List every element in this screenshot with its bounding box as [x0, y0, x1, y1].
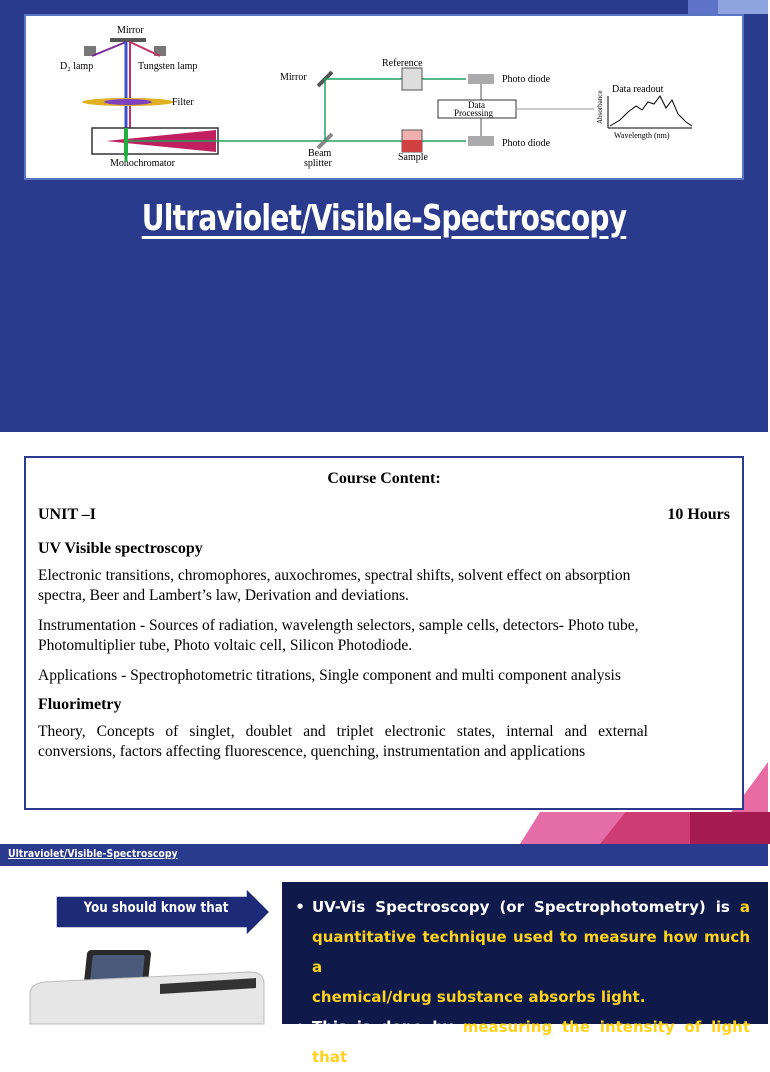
paragraph-instrumentation: Instrumentation - Sources of radiation, wavelength selectors, sample cells, detectors- Photo tube, Photomultiplier tube, Photo voltaic cell, Silicon Photodiode. [38, 617, 639, 654]
know-label: You should know that [83, 900, 229, 916]
wavelength-label: Wavelength (nm) [614, 131, 670, 140]
corner-decoration [718, 0, 768, 14]
course-content-box [24, 456, 744, 810]
data-processing-label-1: Data [468, 100, 485, 110]
monochromator-label: Monochromator [110, 158, 175, 169]
paragraph-applications: Applications - Spectrophotometric titrations, Single component and multi component analysis [38, 667, 621, 684]
section-heading-fluorimetry: Fluorimetry [38, 696, 122, 713]
unit-label: UNIT –I [38, 506, 96, 523]
bullet-1: • UV-Vis Spectroscopy (or Spectrophotometry) is a [295, 898, 750, 916]
paragraph-electronic-transitions: Electronic transitions, chromophores, auxochromes, spectral shifts, solvent effect on absorption spectra, Beer and Lambert’s law, Derivation and deviations. [38, 567, 631, 604]
hours-label: 10 Hours [667, 506, 730, 523]
photodiode-bottom-label: Photo diode [502, 138, 551, 149]
corner-decoration [690, 812, 770, 844]
data-processing-label-2: Processing [454, 108, 493, 118]
bullet-2: • This is done by measuring the intensity of light that [295, 1018, 750, 1066]
absorbance-label: Absorbance [596, 90, 604, 124]
slide-title: Ultraviolet/Visible-Spectroscopy [141, 198, 627, 239]
sample-label: Sample [398, 152, 428, 163]
course-content-slide [0, 432, 768, 844]
mirror-top-shape [110, 38, 146, 42]
header-bar-title: Ultraviolet/Visible-Spectroscopy [8, 847, 178, 860]
reference-cell [402, 68, 422, 90]
beam-splitter-label-2: splitter [304, 158, 332, 169]
d2-lamp-label: D₂ lamp [60, 61, 94, 72]
tungsten-lamp-label: Tungsten lamp [138, 61, 198, 72]
section-heading-uv: UV Visible spectroscopy [38, 540, 203, 557]
photodiode-top [468, 74, 494, 84]
beam-splitter-label-1: Beam [308, 148, 332, 159]
photodiode-bottom [468, 136, 494, 146]
header-bar [0, 844, 768, 866]
mirror-top-label: Mirror [117, 25, 144, 36]
data-readout-label: Data readout [612, 84, 664, 95]
reference-label: Reference [382, 58, 423, 69]
filter-label: Filter [172, 97, 194, 108]
course-content-heading: Course Content: [327, 470, 441, 487]
mirror-mid-label: Mirror [280, 72, 307, 83]
spectrophotometer-image [20, 944, 270, 1024]
paragraph-fluorimetry: Theory, Concepts of singlet, doublet and triplet electronic states, internal and external conversions, factors affecting fluorescence, quenching, instrumentation and applications [38, 723, 648, 760]
title-slide [0, 0, 768, 432]
definition-box: • UV-Vis Spectroscopy (or Spectrophotometry) is a quantitative technique used to measure how much a chemical/drug substance absorbs light. • This is done by measuring the intensity of light that [282, 882, 768, 1024]
spectrophotometer-diagram [24, 14, 744, 180]
photodiode-top-label: Photo diode [502, 74, 551, 85]
unit-row [38, 506, 730, 524]
intro-slide [0, 844, 768, 1066]
spectrum-curve [610, 96, 692, 126]
